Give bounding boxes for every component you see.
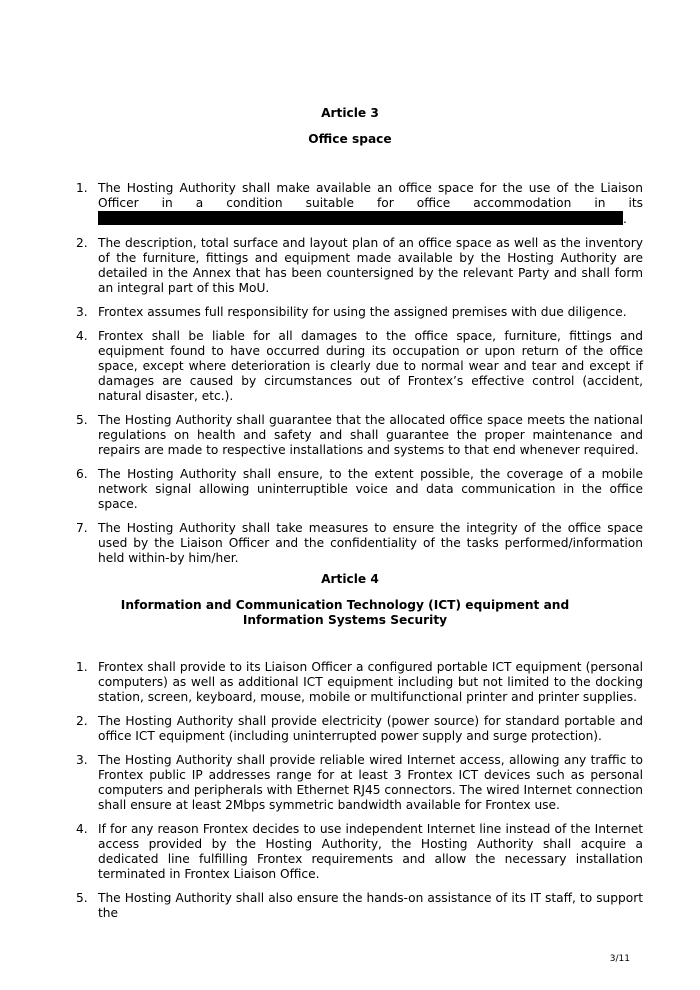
item-number: 3. xyxy=(76,305,88,319)
item-text: Frontex shall provide to its Liaison Officer a configured portable ICT equipment (personal computers) as well as additional ICT equipment including but not limited to the docking station, screen, keyboard, mouse, mobile or multifunctional printer and printer supplies. xyxy=(98,660,643,704)
list-item xyxy=(0,305,700,320)
item-number: 1. xyxy=(76,181,88,195)
item-number: 1. xyxy=(76,660,88,674)
item-text-end: . xyxy=(623,212,627,226)
item-number: 2. xyxy=(76,236,88,250)
item-text: The Hosting Authority shall ensure, to the extent possible, the coverage of a mobile network signal allowing uninterruptible voice and data communication in the office space. xyxy=(98,467,643,511)
article-4-title: Information and Communication Technology (ICT) equipment and Information Systems Security xyxy=(120,598,570,627)
list-item xyxy=(0,714,700,744)
list-item xyxy=(0,181,700,227)
article-4-list xyxy=(0,660,700,921)
article-3-number: Article 3 xyxy=(321,106,379,120)
redaction-block xyxy=(98,211,320,225)
item-text: The description, total surface and layout plan of an office space as well as the inventory of the furniture, fittings and equipment made available by the Hosting Authority are detailed in the Annex that has been countersigned by the relevant Party and shall form an integral part of this MoU. xyxy=(98,236,643,295)
list-item xyxy=(0,891,700,921)
item-number: 5. xyxy=(76,413,88,427)
item-text: Frontex shall be liable for all damages to the office space, furniture, fittings and equipment found to have occurred during its occupation or upon return of the office space, except where deterioration is clearly due to normal wear and tear and except if damages are caused by circumstances out of Frontex’s effective control (accident, natural disaster, etc.). xyxy=(98,329,643,403)
item-text: The Hosting Authority shall make available an office space for the use of the Liaison Officer in a condition suitable for office accommodation in its xyxy=(98,181,643,210)
item-number: 3. xyxy=(76,753,88,767)
list-item xyxy=(0,236,700,296)
list-item xyxy=(0,753,700,813)
item-text: The Hosting Authority shall also ensure the hands-on assistance of its IT staff, to support the xyxy=(98,891,643,920)
redaction-block xyxy=(320,211,623,225)
list-item xyxy=(0,660,700,705)
article-3-title: Office space xyxy=(308,132,392,146)
item-number: 5. xyxy=(76,891,88,905)
article-3-list xyxy=(0,181,700,566)
item-text: The Hosting Authority shall take measures to ensure the integrity of the office space used by the Liaison Officer and the confidentiality of the tasks performed/information held within-by him/her. xyxy=(98,521,643,565)
list-item xyxy=(0,822,700,882)
item-text: The Hosting Authority shall provide reliable wired Internet access, allowing any traffic to Frontex public IP addresses range for at least 3 Frontex ICT devices such as personal computers and peripherals with Ethernet RJ45 connectors. The wired Internet connection shall ensure at least 2Mbps symmetric bandwidth available for Frontex use. xyxy=(98,753,643,812)
item-number: 4. xyxy=(76,329,88,343)
page-number: 3/11 xyxy=(609,954,630,964)
list-item xyxy=(0,467,700,512)
list-item xyxy=(0,329,700,404)
item-number: 7. xyxy=(76,521,88,535)
list-item xyxy=(0,413,700,458)
article-4-number: Article 4 xyxy=(321,572,379,586)
item-text: Frontex assumes full responsibility for using the assigned premises with due diligence. xyxy=(98,305,627,319)
item-text: The Hosting Authority shall guarantee that the allocated office space meets the national regulations on health and safety and shall guarantee the proper maintenance and repairs are made to respective installations and systems to that end whenever required. xyxy=(98,413,643,457)
item-text: If for any reason Frontex decides to use independent Internet line instead of the Internet access provided by the Hosting Authority, the Hosting Authority shall acquire a dedicated line fulfilling Frontex requirements and allow the necessary installation terminated in Frontex Liaison Office. xyxy=(98,822,643,881)
item-number: 6. xyxy=(76,467,88,481)
item-number: 2. xyxy=(76,714,88,728)
item-text: The Hosting Authority shall provide electricity (power source) for standard portable and office ICT equipment (including uninterrupted power supply and surge protection). xyxy=(98,714,643,743)
item-number: 4. xyxy=(76,822,88,836)
list-item xyxy=(0,521,700,566)
